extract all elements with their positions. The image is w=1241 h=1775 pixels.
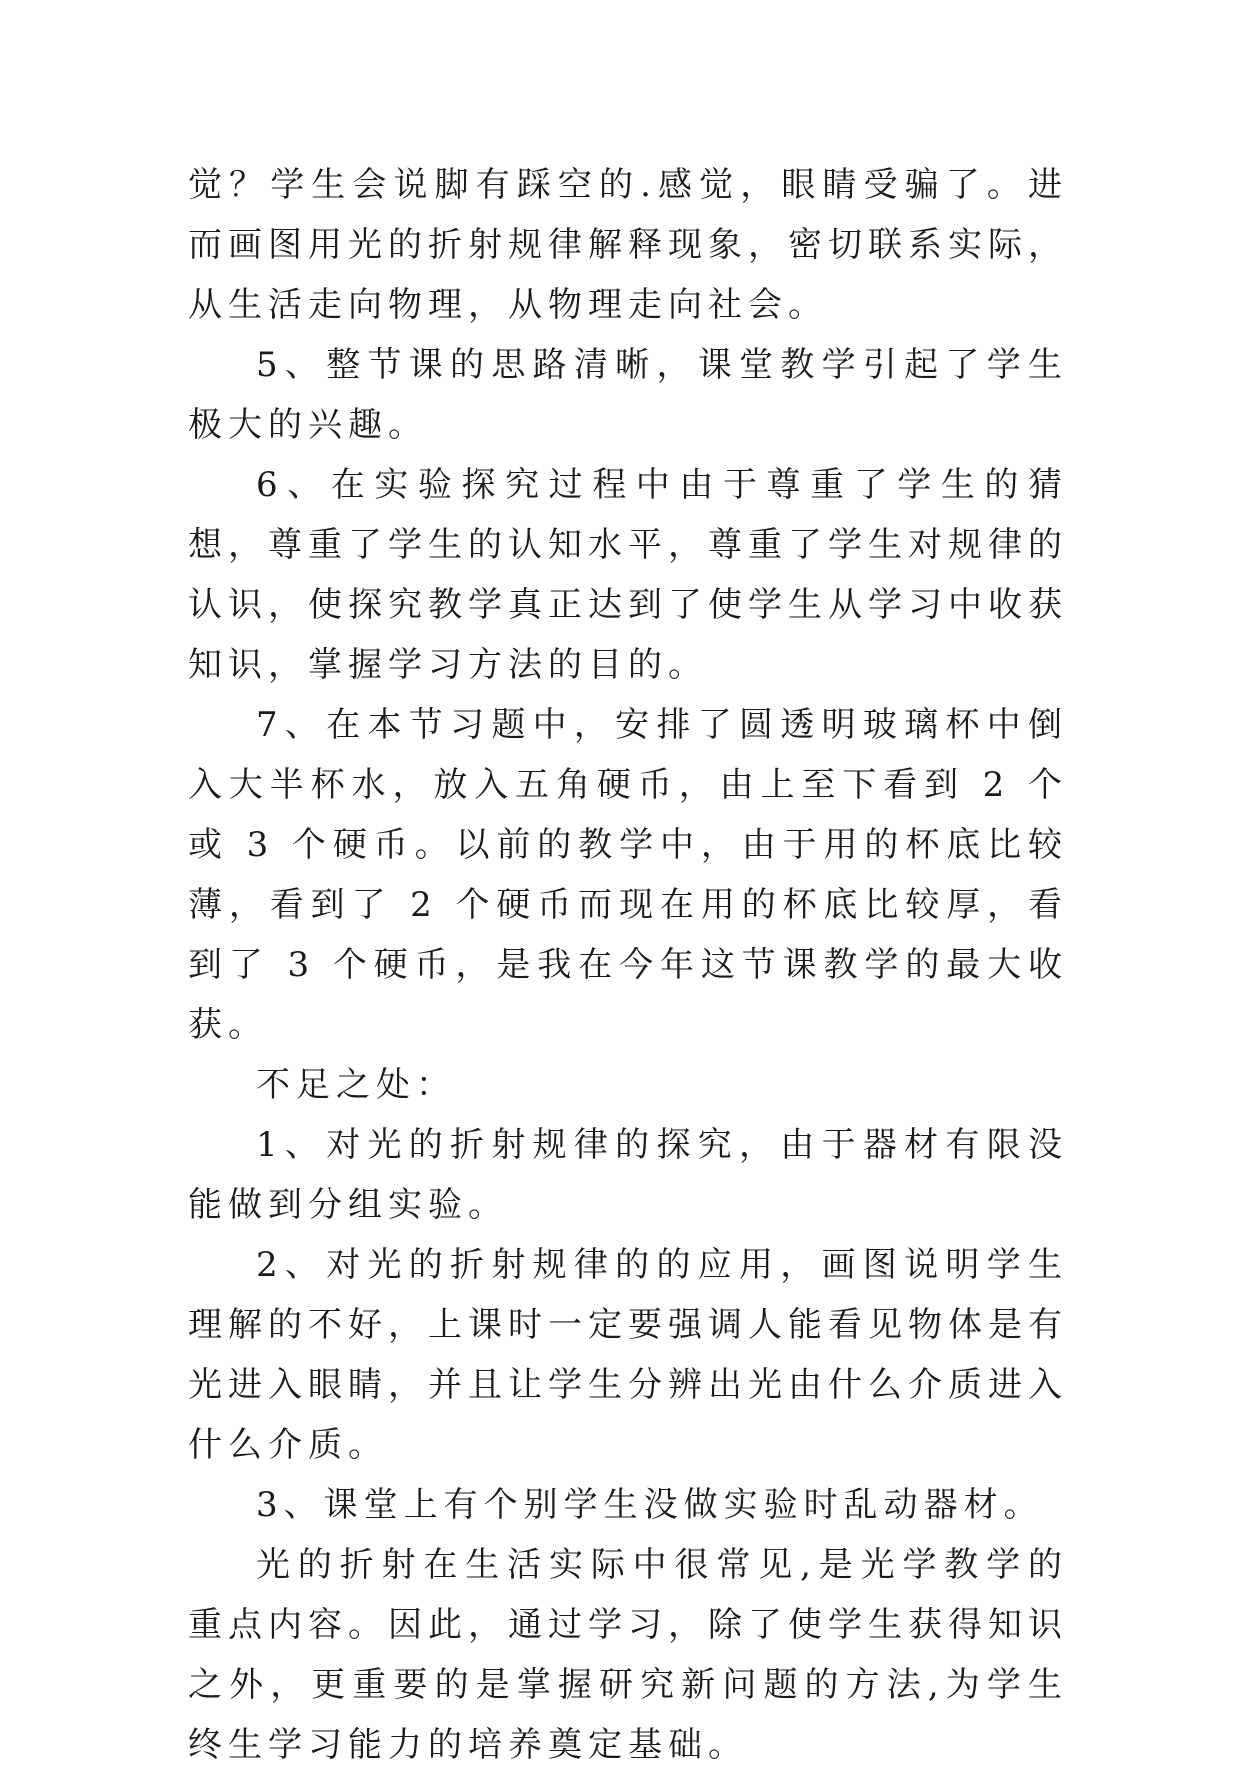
paragraph-1: 觉？学生会说脚有踩空的.感觉，眼睛受骗了。进而画图用光的折射规律解释现象，密切联系实际，从生活走向物理，从物理走向社会。	[188, 165, 1068, 325]
paragraph-item-6: 6、在实验探究过程中由于尊重了学生的猜想，尊重了学生的认知水平，尊重了学生对规律的认识，使探究教学真正达到了使学生从学习中收获知识，掌握学习方法的目的。	[188, 465, 1068, 685]
conclusion-paragraph: 光的折射在生活实际中很常见,是光学教学的重点内容。因此，通过学习，除了使学生获得知识之外，更重要的是掌握研究新问题的方法,为学生终生学习能力的培养奠定基础。	[188, 1545, 1068, 1765]
paragraph-item-5: 5、整节课的思路清晰，课堂教学引起了学生极大的兴趣。	[188, 345, 1068, 445]
shortcomings-heading: 不足之处：	[256, 1065, 456, 1105]
document-body	[188, 155, 1068, 1775]
shortcoming-item-2: 2、对光的折射规律的的应用，画图说明学生理解的不好，上课时一定要强调人能看见物体是有光进入眼睛，并且让学生分辨出光由什么介质进入什么介质。	[188, 1245, 1068, 1465]
shortcoming-item-1: 1、对光的折射规律的探究，由于器材有限没能做到分组实验。	[188, 1125, 1068, 1225]
paragraph-item-7: 7、在本节习题中，安排了圆透明玻璃杯中倒入大半杯水，放入五角硬币，由上至下看到 2 个或 3 个硬币。以前的教学中，由于用的杯底比较薄，看到了 2 个硬币而现在用的杯底比较厚，看到了 3 个硬币，是我在今年这节课教学的最大收获。	[188, 705, 1068, 1045]
shortcoming-item-3: 3、课堂上有个别学生没做实验时乱动器材。	[256, 1485, 1044, 1525]
